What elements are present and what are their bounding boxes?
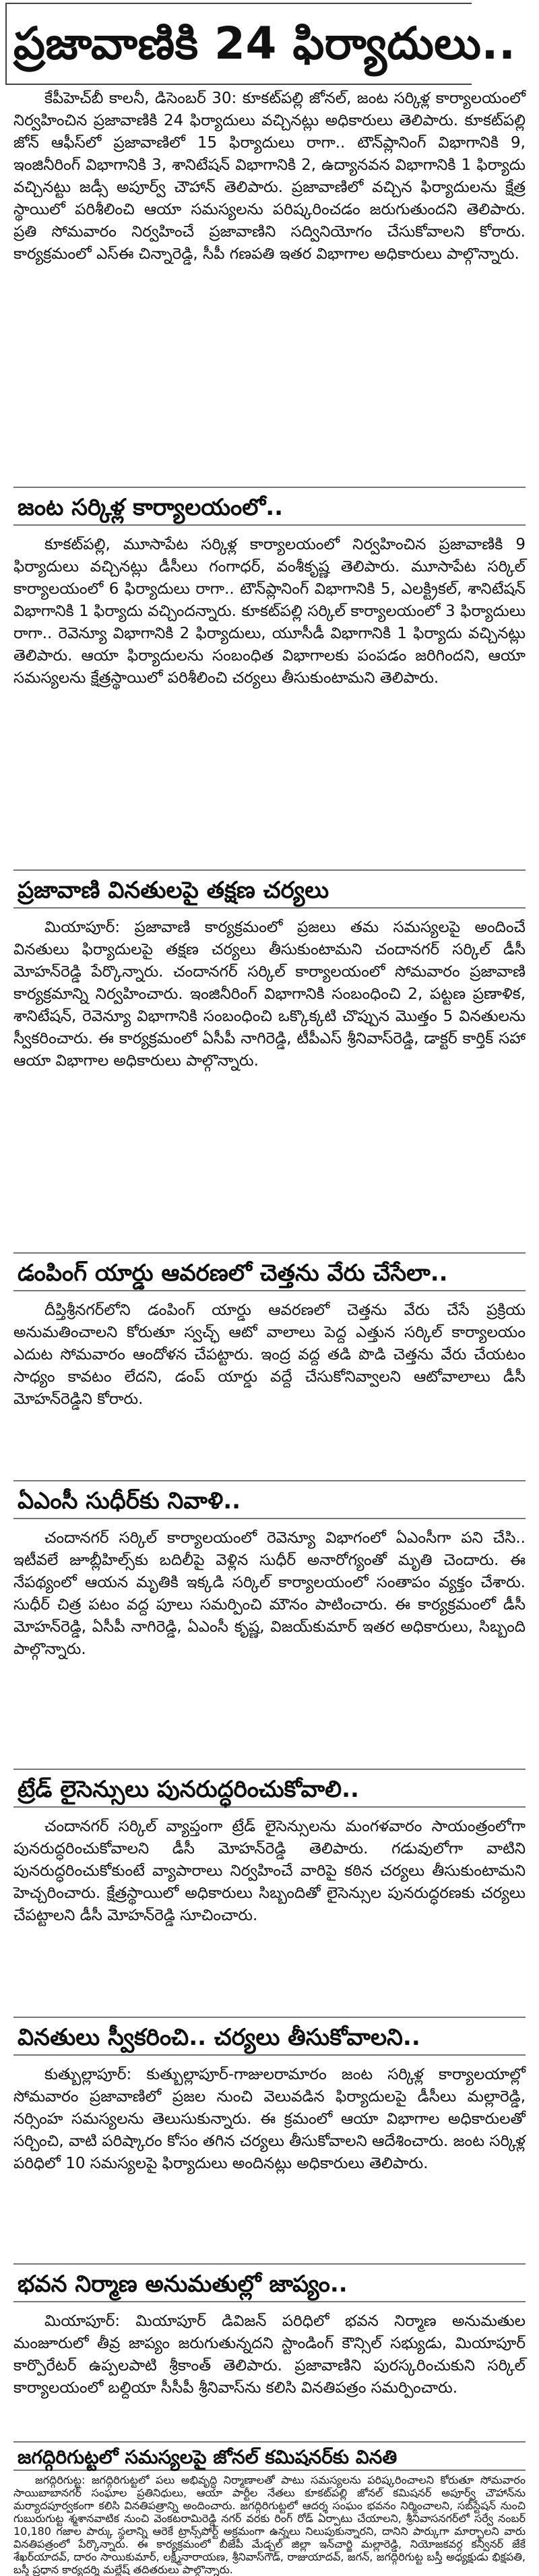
section-3 bbox=[13, 1252, 526, 1475]
section-1 bbox=[13, 487, 526, 864]
section-4 bbox=[13, 1480, 526, 1763]
section-body: చందానగర్ సర్కిల్ కార్యాలయంలో రెవెన్యూ విభాగంలో ఏఎంసీగా పని చేసి.. ఇటీవలే జూబ్లీహిల్స్‌కు బదిలీపై వెళ్లిన సుధీర్ అనారోగ్యంతో మృతి చెందారు. ఈ నేపథ్యంలో ఆయన మృతికి ఇక్కడి సర్కిల్ కార్యాలయంలో సంతాపం వ్యక్తం చేశారు. సుధీర్ చిత్ర పటం వద్ద పూలు సమర్పించి మౌనం పాటించారు. ఈ కార్యక్రమంలో డీసీ మోహన్‌రెడ్డి, ఏసీపీ నాగిరెడ్డి, ఏఎంసీ కృష్ణ, విజయ్‌కుమార్ ఇతర అధికారులు, సిబ్బంది పాల్గొన్నారు. bbox=[13, 1529, 526, 1658]
section-heading: డంపింగ్ యార్డు ఆవరణలో చెత్తను వేరు చేసేలా.. bbox=[13, 1252, 526, 1291]
section-body: జగద్గిరిగుట్ట: జగద్గిరిగుట్టలో పలు అభివృద్ధి నిర్మాణాలతో పాటు సమస్యలను పరిష్కరించాలని కోరుతూ సోమవారం సాయిబాబానగర్ సంఘాల ప్రతినిధులు, ఆయా పార్టీల నేతలు కూకట్‌పల్లి జోనల్ కమిషనర్ అపూర్వ్ చౌహాన్‌ను మర్యాదపూర్వకంగా కలిసి వినతిపత్రాన్ని అందించారు. జగద్గిరిగుట్టలో ఆదర్శ సంఘం భవనం నిర్మించాలని, సబ్‌స్టేషన్ నుంచి గుబురుగుట్ట శ్మశానవాటిక నుంచి వెంకటరామిరెడ్డి నగర్ వరకు రింగ్ రోడ్ ఏర్పాటు చేయాలని, శ్రీనివాసనగర్‌లో సర్వే నంబర్ 10,180 గజాల పార్కు స్థలాన్ని ఆరెకే ట్రాన్స్‌పోర్ట్ అక్రమంగా ఉన్నలు నిలుపుకున్నారని, దానిని పార్కుగా మార్చాలని వారు వినతిపత్రంలో పేర్కొన్నారు. ఈ కార్యక్రమంలో బీజేపీ మేడ్చల్ జిల్లా ఇన్‌చార్జి మల్లారెడ్డి, నియోజకవర్గ కన్వీనర్ జేకే శేఖర్‌యాదవ్, దారం సాయికుమార్, లక్ష్మీనారాయణ, శ్రీనివాస్‌గౌడ్, రాజుయాదవ్, జగన్, జగద్గిరిగుట్ట బస్తీ అధ్యక్షుడు భిక్షపతి, బస్తీ ప్రధాన కార్యదర్శి మల్లేష్ తదితరులు పాల్గొన్నారు. bbox=[13, 2474, 526, 2576]
section-5 bbox=[13, 1769, 526, 2011]
section-heading: ఏఎంసీ సుధీర్‌కు నివాళి.. bbox=[13, 1480, 526, 1519]
section-body: మియాపూర్: మియాపూర్ డివిజన్ పరిధిలో భవన నిర్మాణ అనుమతుల మంజూరులో తీవ్ర జాప్యం జరుగుతున్నదని స్టాండింగ్ కౌన్సిల్ సభ్యుడు, మియాపూర్ కార్పొరేటర్ ఉప్పలపాటి శ్రీకాంత్ తెలిపారు. ప్రజావాణిని పురస్కరించుకుని సర్కిల్ కార్యాలయంలో బల్దియా సీసీపీ శ్రీనివాస్‌ను కలిసి వినతిపత్రం సమర్పించారు. bbox=[13, 2312, 526, 2397]
section-heading: భవన నిర్మాణ అనుమతుల్లో జాప్యం.. bbox=[13, 2263, 526, 2302]
section-heading: జగద్గిరిగుట్టలో సమస్యలపై జోనల్ కమిషనర్‌కు వినతి bbox=[13, 2441, 526, 2471]
section-body: దీప్తిశ్రీనగర్‌లోని డంపింగ్ యార్డు ఆవరణలో చెత్తను వేరు చేసే ప్రక్రియ అనుమతించాలని కోరుతూ స్వచ్ఛ్ ఆటో వాలాలు పెద్ద ఎత్తున సర్కిల్ కార్యాలయం ఎదుట సోమవారం ఆందోళన చేపట్టారు. ఇంద్ర వద్ద తడి పొడి చెత్తను వేరు చేయటం సాధ్యం కావటం లేదని, డంప్ యార్డు వద్దే చేసుకోనివ్వాలని ఆటోవాలాలు డీసీ మోహన్‌రెడ్డిని కోరారు. bbox=[13, 1301, 526, 1408]
section-heading: జంట సర్కిళ్ల కార్యాలయంలో.. bbox=[13, 487, 526, 526]
lead-block bbox=[13, 88, 526, 481]
section-body: కూకట్‌పల్లి, మూసాపేట సర్కిళ్ల కార్యాలయంలో నిర్వహించిన ప్రజావాణికి 9 ఫిర్యాదులు వచ్చినట్లు డీసీలు గంగాధర్, వంశీకృష్ణ తెలిపారు. మూసాపేట సర్కిల్ కార్యాలయంలో 6 ఫిర్యాదులు రాగా.. టౌన్‌ప్లానింగ్ విభాగానికి 5, ఎలక్ట్రికల్, శానిటేషన్ విభాగానికి 1 ఫిర్యాదు వచ్చిందన్నారు. కూకట్‌పల్లి సర్కిల్ కార్యాలయంలో 3 ఫిర్యాదులు రాగా.. రెవెన్యూ విభాగానికి 2 ఫిర్యాదులు, యూసీడీ విభాగానికి 1 ఫిర్యాదు వచ్చినట్లు తెలిపారు. ఆయా ఫిర్యాదులను సంబంధిత విభాగాలకు పంపడం జరిగిందని, ఆయా సమస్యలను క్షేత్రస్థాయిలో పరిశీలించి చర్యలు తీసుకుంటామని తెలిపారు. bbox=[13, 536, 526, 687]
section-8 bbox=[13, 2441, 526, 2576]
section-body: మియాపూర్: ప్రజావాణి కార్యక్రమంలో ప్రజలు తమ సమస్యలపై అందించే వినతులు ఫిర్యాదులపై తక్షణ చర్యలు తీసుకుంటామని చందానగర్ సర్కిల్ డీసీ మోహన్‌రెడ్డి పేర్కొన్నారు. చందానగర్ సర్కిల్ కార్యాలయంలో సోమవారం ప్రజావాణి కార్యక్రమాన్ని నిర్వహించారు. ఇంజినీరింగ్ విభాగానికి సంబంధించి 2, పట్టణ ప్రణాళిక, శానిటేషన్, రెవెన్యూ విభాగానికి సంబంధించి ఒక్కొక్కటి చొప్పున మొత్తం 5 వినతులను స్వీకరించారు. ఈ కార్యక్రమంలో ఏసీపీ నాగిరెడ్డి, టీపీఎస్ శ్రీనివాస్‌రెడ్డి, డాక్టర్ కార్తిక్ సహా ఆయా విభాగాల అధికారులు పాల్గొన్నారు. bbox=[13, 919, 526, 1070]
section-7 bbox=[13, 2263, 526, 2439]
section-heading: ప్రజావాణి వినతులపై తక్షణ చర్యలు bbox=[13, 869, 526, 909]
page-title: ప్రజావాణికి 24 ఫిర్యాదులు.. bbox=[5, 3, 472, 85]
lead-paragraph: కేపీహెచ్‌బీ కాలనీ, డిసెంబర్ 30: కూకట్‌పల్లి జోనల్, జంట సర్కిళ్ల కార్యాలయంలో నిర్వహించిన ప్రజావాణికి 24 ఫిర్యాదులు వచ్చినట్లు అధికారులు తెలిపారు. కూకట్‌పల్లి జోన్ ఆఫీస్‌లో ప్రజావాణిలో 15 ఫిర్యాదులు రాగా.. టౌన్‌ప్లానింగ్ విభాగానికి 9, ఇంజినీరింగ్ విభాగానికి 3, శానిటేషన్ విభాగానికి 2, ఉద్యానవన విభాగానికి 1 ఫిర్యాదు వచ్చినట్టు జడ్సీ అపూర్వ్ చౌహాన్ తెలిపారు. ప్రజావాణిలో వచ్చిన ఫిర్యాదులను క్షేత్ర స్థాయిలో పరిశీలించి ఆయా సమస్యలను పరిష్కరించడం జరుగుతుందని తెలిపారు. ప్రతి సోమవారం నిర్వహించే ప్రజావాణిని సద్వినియోగం చేసుకోవాలని కోరారు. కార్యక్రమంలో ఎస్ఈ చిన్నారెడ్డి, సీపీ గణపతి ఇతర విభాగాల అధికారులు పాల్గొన్నారు. bbox=[13, 90, 526, 263]
section-body: చందానగర్ సర్కిల్ వ్యాప్తంగా ట్రేడ్ లైసెన్సులను మంగళవారం సాయంత్రంలోగా పునరుద్ధరించుకోవాలని డీసీ మోహన్‌రెడ్డి తెలిపారు. గడువులోగా వాటిని పునరుద్ధరించుకోకుంటే వ్యాపారాలు నిర్వహించే వారిపై కఠిన చర్యలు తీసుకుంటామని హెచ్చరించారు. క్షేత్రస్థాయిలో అధికారులు సిబ్బందితో లైసెన్సుల పునరుద్ధరణకు చర్యలు చేపట్టాలని డీసీ మోహన్‌రెడ్డి సూచించారు. bbox=[13, 1818, 526, 1924]
section-heading: ట్రేడ్ లైసెన్సులు పునరుద్ధరించుకోవాలి.. bbox=[13, 1769, 526, 1808]
section-heading: వినతులు స్వీకరించి.. చర్యలు తీసుకోవాలని.. bbox=[13, 2017, 526, 2056]
section-body: కుత్బుల్లాపూర్: కుత్బుల్లాపూర్-గాజులరామారం జంట సర్కిళ్ల కార్యాలయాల్లో సోమవారం ప్రజావాణిలో ప్రజల నుంచి వెలువడిన ఫిర్యాదులపై డీసీలు మల్లారెడ్డి, నర్సింహ సమస్యలను తెలుసుకున్నారు. ఈ క్రమంలో ఆయా విభాగాల అధికారులతో సర్చించి, వాటి పరిష్కారం కోసం తగిన చర్యలు తీసుకోవాలని ఆదేశించారు. జంట సర్కిళ్ల పరిధిలో 10 సమస్యలపై ఫిర్యాదులు అందినట్లు అధికారులు తెలిపారు. bbox=[13, 2066, 526, 2172]
section-2 bbox=[13, 869, 526, 1247]
section-6 bbox=[13, 2017, 526, 2259]
